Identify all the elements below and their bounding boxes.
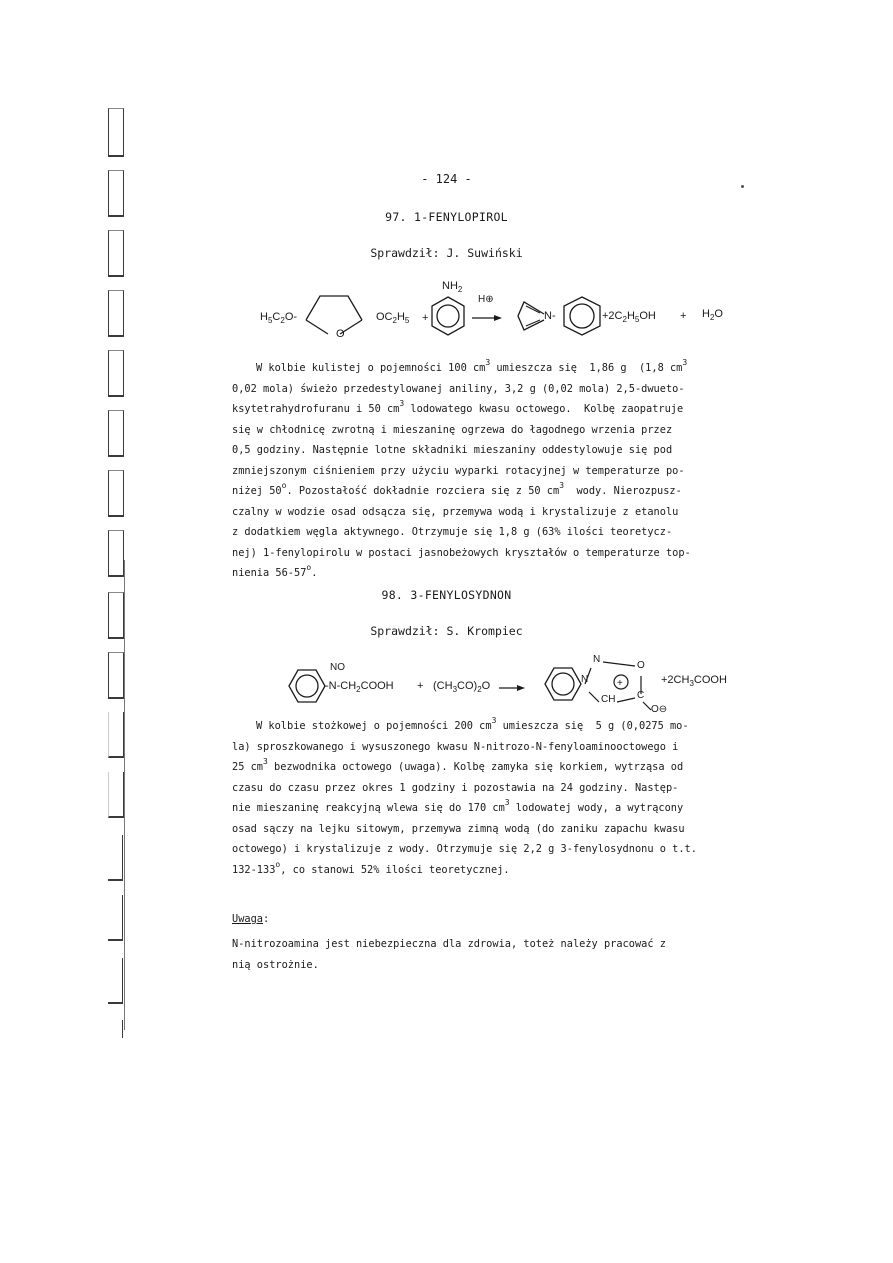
binding-ring-icon [108, 895, 123, 941]
amino-group: $NH_2$ [442, 280, 463, 294]
binding-ring-icon [108, 712, 124, 758]
reaction-scheme-98 [285, 650, 765, 716]
phenyl-ring-icon [541, 664, 585, 704]
binding-ring-icon [108, 958, 123, 1004]
text-line: 0,5 godziny. Następnie lotne składniki mieszaniny oddestylowuje się pod [232, 444, 673, 456]
note-colon: : [263, 913, 270, 925]
text-line: octowego) i krystalizuje z wody. Otrzymuje się 2,2 g 3-fenylosydnonu o t.t. [232, 843, 697, 855]
text-line: osad sączy na lejku sitowym, przemywa zimną wodą (do zaniku zapachu kwasu [232, 822, 685, 835]
procedure-paragraph-97 [232, 358, 777, 584]
plus-sign: + [417, 680, 424, 692]
catalyst-label: H⊕ [478, 294, 494, 305]
reactant-ethoxy-right: $OC_2H_5$ [376, 311, 410, 325]
text-line: niżej 50$^o$. Pozostałość dokładnie rozciera się z 50 $cm^3$ wody. Nierozpusz- [232, 481, 682, 497]
text-line: nienia 56-57$^o$. [232, 563, 318, 579]
acetic-anhydride: $(CH_3CO)_2O$ [433, 680, 491, 694]
plus-sign: + [422, 312, 429, 324]
text-line: N-nitrozoamina jest niebezpieczna dla zdrowia, toteż należy pracować z [232, 938, 666, 950]
pyrrole-nitrogen: N- [544, 310, 556, 322]
section-title-98: 98. 3-FENYLOSYDNON [381, 588, 512, 602]
note-heading [232, 913, 269, 925]
binding-ring-icon [108, 835, 123, 881]
phenyl-ring-icon [560, 294, 604, 340]
phenyl-ring-icon [285, 666, 329, 706]
reaction-arrow-icon [499, 684, 525, 692]
text-line: 25 $cm^3$ bezwodnika octowego (uwaga). Kolbę zamyka się korkiem, wytrząsa od [232, 757, 684, 773]
text-line: 132-133$^o$, co stanowi 52% ilości teoretycznej. [232, 859, 510, 876]
sydnone-n3: N [581, 674, 589, 685]
sydnone-o1: O [637, 660, 645, 671]
byproduct-acetic-acid: $+2CH_3COOH$ [661, 674, 727, 688]
text-line: W kolbie stożkowej o pojemności 200 $cm^3$ umieszcza się 5 g (0,0275 mo- [256, 716, 689, 732]
binding-ring-icon [108, 410, 124, 457]
text-line: nią ostrożnie. [232, 958, 319, 971]
ring-oxygen: O [336, 328, 345, 340]
text-line: la) sproszkowanego i wysuszonego kwasu N-nitrozo-N-fenyloaminooctowego i [232, 740, 679, 753]
reaction-scheme-97 [250, 278, 770, 348]
text-line: się w chłodnicę zwrotną i mieszaninę ogrzewa do łagodnego wrzenia przez [232, 423, 673, 436]
binding-ring-icon [108, 530, 124, 577]
reaction-arrow-icon [472, 314, 502, 322]
reactant-chain: $-N-CH_2COOH$ [325, 680, 394, 694]
binding-ring-icon [108, 470, 124, 517]
text-line: zmniejszonym ciśnieniem przy użyciu wyparki rotacyjnej w temperaturze po- [232, 464, 685, 477]
binding-ring-icon [108, 350, 124, 397]
nitroso-group: NO [330, 662, 345, 673]
binding-ring-icon [108, 108, 124, 157]
sydnone-n2: N [593, 654, 601, 665]
note-paragraph [232, 934, 777, 975]
aniline-benzene-ring-icon [428, 294, 468, 340]
byproduct-ethanol: $+2C_2H_5OH$ [602, 310, 656, 324]
section-checked-by-98: Sprawdził: S. Krompiec [370, 624, 523, 638]
text-line: W kolbie kulistej o pojemności 100 $cm^3$ umieszcza się 1,86 g (1,8 $cm^3$ [256, 358, 688, 374]
binding-ring-icon [108, 652, 124, 699]
tetrahydrofuran-ring-icon [302, 290, 368, 342]
sydnone-c5: C [637, 690, 645, 701]
binding-ring-icon [108, 1020, 123, 1038]
page-number: - 124 - [421, 172, 472, 186]
procedure-paragraph-98 [232, 716, 777, 880]
svg-text:+: + [617, 678, 623, 689]
sydnone-exo-oxygen: O⊖ [651, 704, 668, 715]
text-line: z dodatkiem węgla aktywnego. Otrzymuje się 1,8 g (63% ilości teoretycz- [232, 526, 673, 538]
text-line: 0,02 mola) świeżo przedestylowanej aniliny, 3,2 g (0,02 mola) 2,5-dwueto- [232, 382, 685, 395]
byproduct-water: $H_2O$ [702, 308, 723, 322]
text-line: ksytetrahydrofuranu i 50 $cm^3$ lodowatego kwasu octowego. Kolbę zaopatruje [232, 399, 684, 415]
note-heading-label: Uwaga [232, 913, 263, 925]
section-title-97: 97. 1-FENYLOPIROL [385, 210, 508, 224]
sydnone-ch: CH [601, 694, 616, 705]
section-checked-by-97: Sprawdził: J. Suwiński [370, 246, 523, 260]
text-line: czalny w wodzie osad odsącza się, przemywa wodą i krystalizuje z etanolu [232, 505, 679, 518]
binding-ring-icon [108, 772, 124, 818]
text-line: nie mieszaninę reakcyjną wlewa się do 170 $cm^3$ lodowatej wody, a wytrącony [232, 798, 684, 814]
text-line: czasu do czasu przez okres 1 godziny i pozostawia na 24 godziny. Następ- [232, 781, 679, 794]
plus-sign: + [680, 310, 687, 322]
text-line: nej) 1-fenylopirolu w postaci jasnobeżowych kryształów o temperaturze top- [232, 546, 691, 559]
binding-ring-icon [108, 290, 124, 337]
reactant-ethoxy-left: $H_5C_2O-$ [260, 311, 298, 325]
